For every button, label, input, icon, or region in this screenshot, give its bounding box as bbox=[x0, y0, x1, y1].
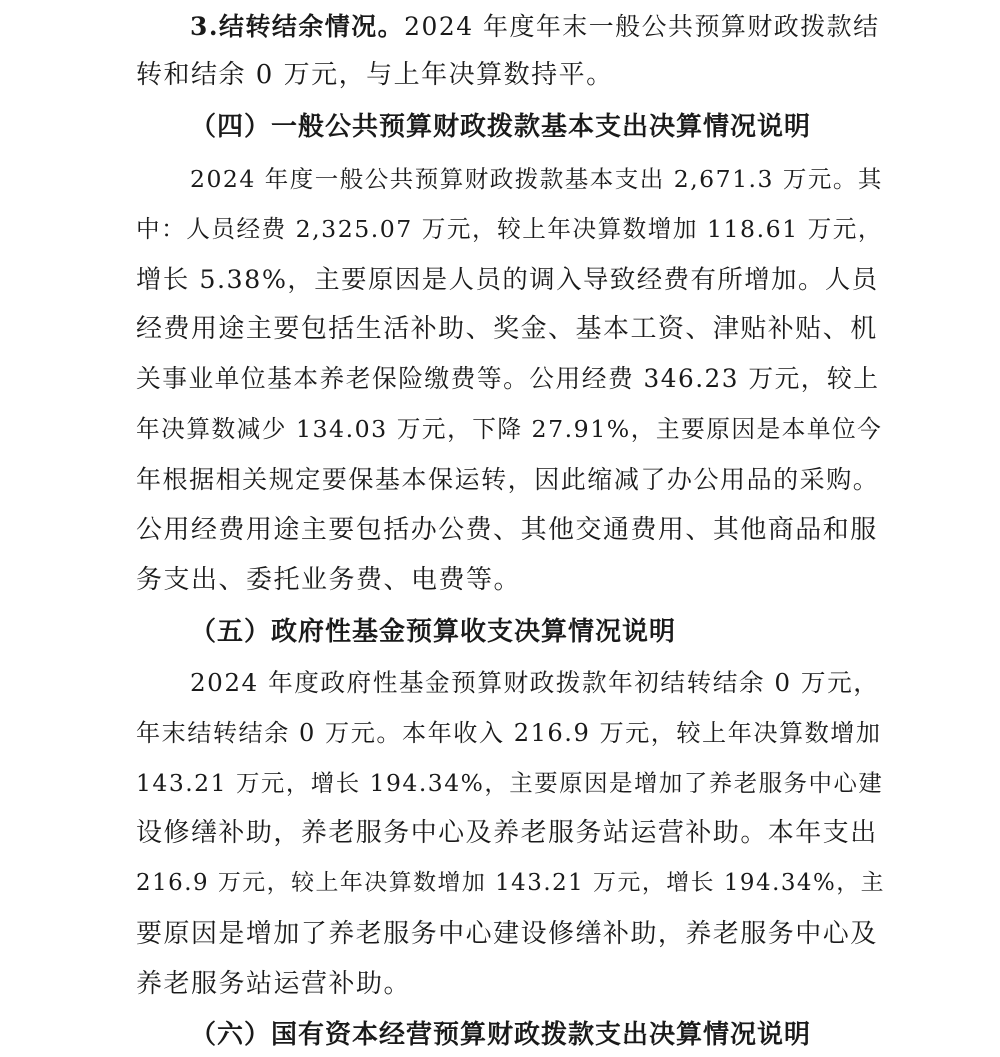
heading-5: （五）政府性基金预算收支决算情况说明 bbox=[190, 617, 677, 647]
p4-line-8: 公用经费用途主要包括办公费、其他交通费用、其他商品和服 bbox=[136, 515, 878, 545]
p4-line-6: 年决算数减少 134.03 万元，下降 27.91%，主要原因是本单位今 bbox=[136, 415, 883, 443]
p5-line-3: 143.21 万元，增长 194.34%，主要原因是增加了养老服务中心建 bbox=[136, 769, 884, 797]
p5-line-6: 要原因是增加了养老服务中心建设修缮补助，养老服务中心及 bbox=[136, 919, 878, 949]
p4-line-1: 2024 年度一般公共预算财政拨款基本支出 2,671.3 万元。其 bbox=[190, 165, 883, 193]
section3-title: 3.结转结余情况。 bbox=[190, 12, 405, 41]
p4-line-9: 务支出、委托业务费、电费等。 bbox=[136, 565, 522, 595]
heading-4: （四）一般公共预算财政拨款基本支出决算情况说明 bbox=[190, 112, 812, 142]
section3-line-1 bbox=[190, 10, 880, 44]
section3-line-2: 转和结余 0 万元，与上年决算数持平。 bbox=[136, 60, 614, 90]
p4-line-3: 增长 5.38%，主要原因是人员的调入导致经费有所增加。人员 bbox=[136, 264, 879, 294]
p4-line-2: 中：人员经费 2,325.07 万元，较上年决算数增加 118.61 万元， bbox=[136, 215, 883, 243]
heading-6: （六）国有资本经营预算财政拨款支出决算情况说明 bbox=[190, 1020, 812, 1050]
p5-line-4: 设修缮补助，养老服务中心及养老服务站运营补助。本年支出 bbox=[136, 818, 878, 848]
p5-line-7: 养老服务站运营补助。 bbox=[136, 969, 412, 999]
p5-line-2: 年末结转结余 0 万元。本年收入 216.9 万元，较上年决算数增加 bbox=[136, 719, 882, 747]
p5-line-1: 2024 年度政府性基金预算财政拨款年初结转结余 0 万元， bbox=[190, 668, 880, 697]
section3-text: 2024 年度年末一般公共预算财政拨款结 bbox=[404, 12, 880, 41]
p4-line-4: 经费用途主要包括生活补助、奖金、基本工资、津贴补贴、机 bbox=[136, 314, 878, 344]
p4-line-5: 关事业单位基本养老保险缴费等。公用经费 346.23 万元，较上 bbox=[136, 364, 880, 393]
p4-line-7: 年根据相关规定要保基本保运转，因此缩减了办公用品的采购。 bbox=[136, 465, 880, 494]
p5-line-5: 216.9 万元，较上年决算数增加 143.21 万元，增长 194.34%，主 bbox=[136, 870, 886, 896]
